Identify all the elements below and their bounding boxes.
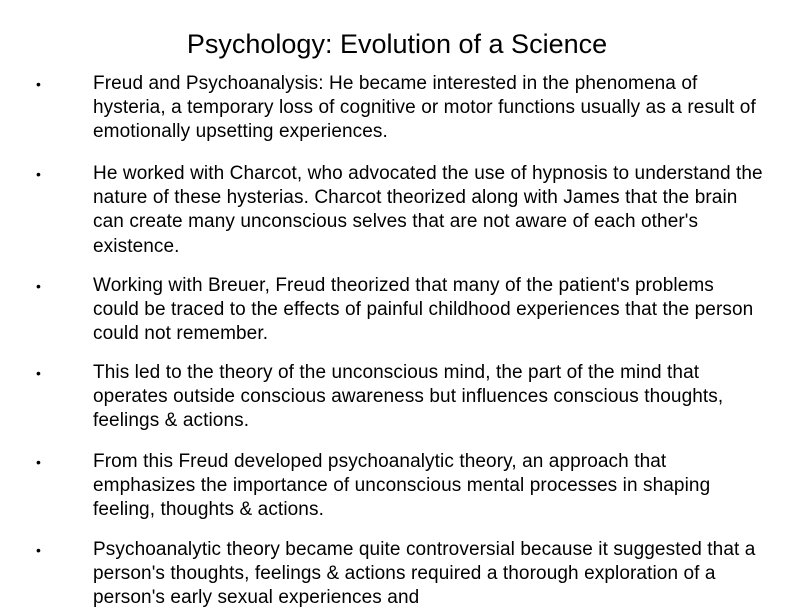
bullet-icon: • (36, 278, 41, 294)
bullet-icon: • (36, 454, 41, 470)
bullet-icon: • (36, 542, 41, 558)
bullet-text: Freud and Psychoanalysis: He became interested in the phenomena of hysteria, a temporary loss of cognitive or motor functions usually as a result of emotionally upsetting experiences. (93, 73, 756, 143)
bullet-icon: • (36, 365, 41, 381)
slide-title-text: Psychology: Evolution of a Science (186, 29, 608, 59)
bullet-text: Psychoanalytic theory became quite controversial because it suggested that a person's thoughts, feelings & actions required a thorough exploration of a person's early sexual experiences and (93, 539, 756, 609)
bullet-text: This led to the theory of the unconscious mind, the part of the mind that operates outside conscious awareness but influences conscious thoughts, feelings & actions. (93, 362, 724, 432)
bullet-icon: • (36, 76, 41, 92)
bullet-text: Working with Breuer, Freud theorized that many of the patient's problems could be traced to the effects of painful childhood experiences that the person could not remember. (93, 275, 754, 345)
slide-title (0, 24, 794, 64)
bullet-text: From this Freud developed psychoanalytic theory, an approach that emphasizes the importance of unconscious mental processes in shaping feeling, thoughts & actions. (93, 451, 711, 521)
bullet-text: He worked with Charcot, who advocated the use of hypnosis to understand the nature of these hysterias. Charcot theorized along with James that the brain can create many unconscious selves that are not aware of each other's existence. (93, 163, 763, 257)
bullet-icon: • (36, 166, 41, 182)
